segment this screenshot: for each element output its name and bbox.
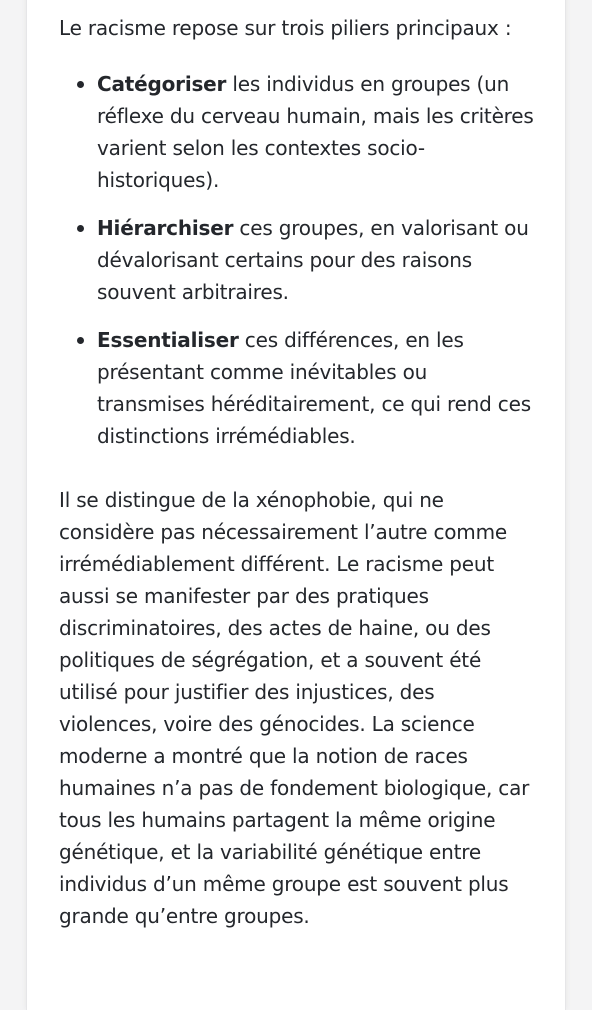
list-item [97,212,537,308]
pillar-term: Essentialiser [97,328,239,352]
intro-paragraph: Le racisme repose sur trois piliers principaux : [59,16,512,40]
pillar-text: ces groupes, en valorisant ou dévalorisant certains pour des raisons souvent arbitraires. [97,216,529,304]
pillar-text: les individus en groupes (un réflexe du cerveau humain, mais les critères varient selon les contextes socio-historiques). [97,72,534,192]
bullet-icon [77,81,84,88]
pillar-term: Hiérarchiser [97,216,234,240]
pillar-text: ces différences, en les présentant comme inévitables ou transmises héréditairement, ce qui rend ces distinctions irrémédiables. [97,328,531,448]
list-item [97,324,537,452]
list-item [97,68,537,196]
conclusion-paragraph: Il se distingue de la xénophobie, qui ne considère pas nécessairement l’autre comme irrémédiablement différent. Le racisme peut aussi se manifester par des pratiques discriminatoires, des actes de haine, ou des politiques de ségrégation, et a souvent été utilisé pour justifier des injustices, des violences, voire des génocides. La science moderne a montré que la notion de races humaines n’a pas de fondement biologique, car tous les humains partagent la même origine génétique, et la variabilité génétique entre individus d’un même groupe est souvent plus grande qu’entre groupes. [59,488,530,928]
pillars-list [59,68,537,452]
bullet-icon [77,337,84,344]
message-card [26,0,566,1010]
pillar-term: Catégoriser [97,72,227,96]
message-content [59,12,537,932]
bullet-icon [77,225,84,232]
